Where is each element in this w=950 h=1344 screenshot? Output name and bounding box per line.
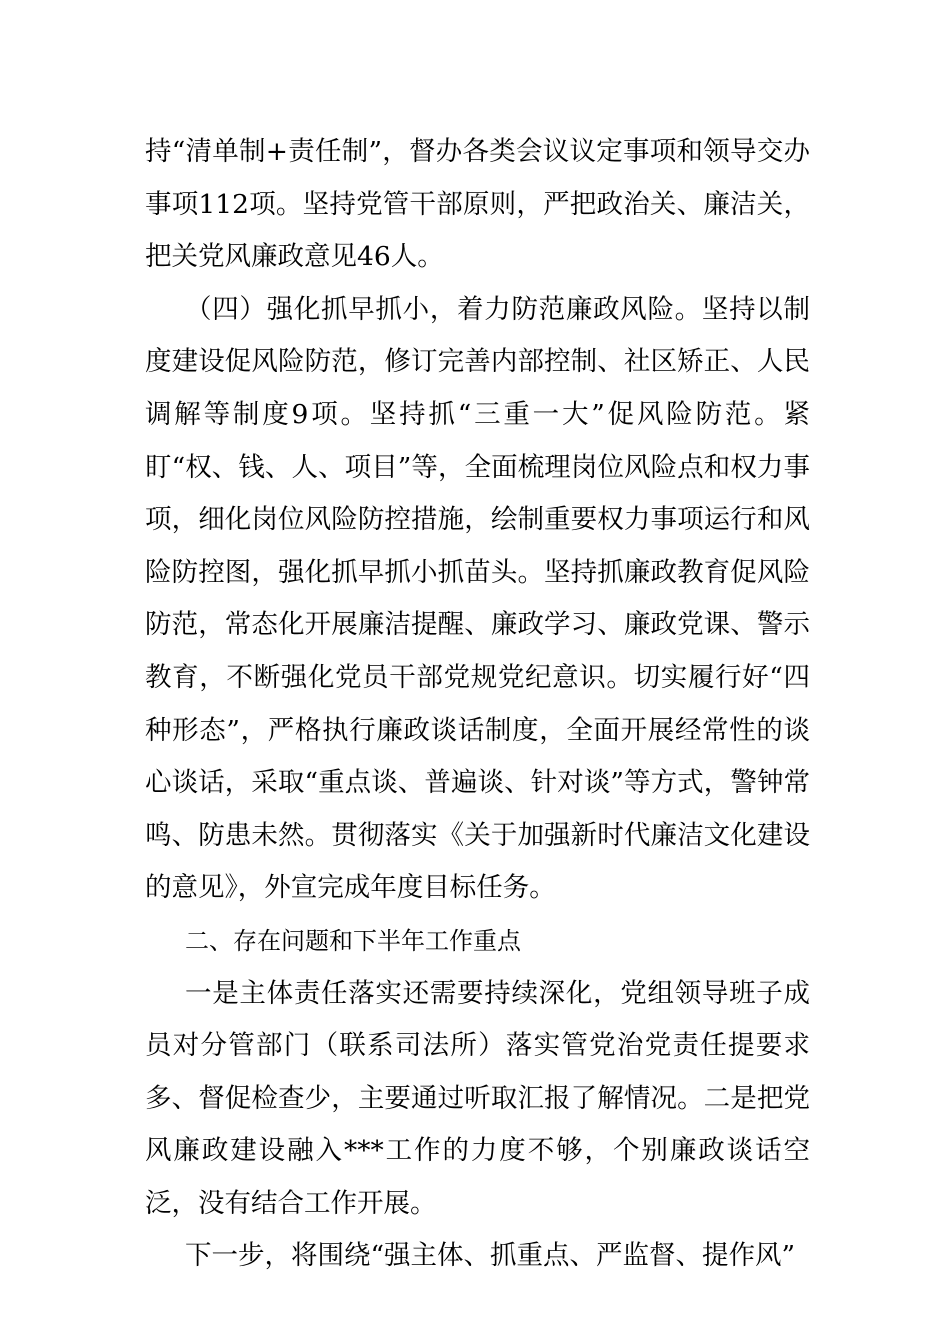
- section-heading: 二、存在问题和下半年工作重点: [185, 926, 521, 955]
- paragraph-next-step: 下一步，将围绕“强主体、抓重点、严监督、提作风”: [185, 1240, 796, 1272]
- paragraph-continued: 持“清单制+责任制”，督办各类会议议定事项和领导交办事项112项。坚持党管干部原则，严把政治关、廉洁关，把关党风廉政意见46人。: [145, 136, 810, 273]
- paragraph-section-four: （四）强化抓早抓小，着力防范廉政风险。坚持以制度建设促风险防范，修订完善内部控制、社区矫正、人民调解等制度9项。坚持抓“三重一大”促风险防范。紧盯“权、钱、人、项目”等，全面梳理岗位风险点和权力事项，细化岗位风险防控措施，绘制重要权力事项运行和风险防控图，强化抓早抓小抓苗头。坚持抓廉政教育促风险防范，常态化开展廉洁提醒、廉政学习、廉政党课、警示教育，不断强化党员干部党规党纪意识。切实履行好“四种形态”，严格执行廉政谈话制度，全面开展经常性的谈心谈话，采取“重点谈、普遍谈、针对谈”等方式，警钟常鸣、防患未然。贯彻落实《关于加强新时代廉洁文化建设的意见》，外宣完成年度目标任务。: [145, 293, 810, 904]
- paragraph-problems: 一是主体责任落实还需要持续深化，党组领导班子成员对分管部门（联系司法所）落实管党治党责任提要求多、督促检查少，主要通过听取汇报了解情况。二是把党风廉政建设融入***工作的力度不够，个别廉政谈话空泛，没有结合工作开展。: [145, 977, 810, 1219]
- document-body: [145, 126, 810, 1283]
